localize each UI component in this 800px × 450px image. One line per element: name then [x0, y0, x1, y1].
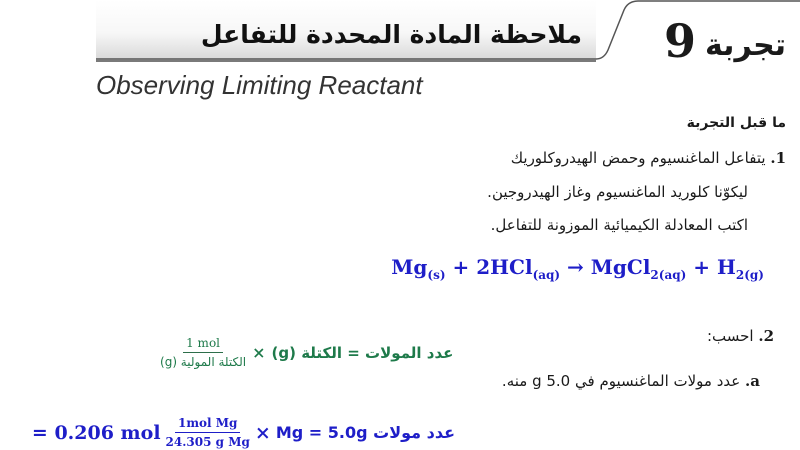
eq-h2: + H: [686, 255, 736, 279]
calc-numerator: 1mol Mg: [175, 416, 240, 433]
moles-calculation: [32, 416, 455, 449]
calc-result: = 0.206 mol: [31, 421, 161, 444]
eq-mgcl2-state: 2(aq): [650, 268, 687, 282]
eq-mg-state: (s): [427, 268, 446, 282]
calc-denominator: 24.305 g Mg: [165, 435, 250, 449]
question-2a: [502, 372, 760, 390]
question-1-text: يتفاعل الماغنسيوم وحمض الهيدروكلوريك: [510, 149, 766, 167]
calc-fraction: [166, 416, 250, 449]
eq-h2-state: 2(g): [735, 268, 764, 282]
question-1-line-3: اكتب المعادلة الكيميائية الموزونة للتفاعل.: [490, 216, 748, 234]
calc-lhs: عدد مولات Mg = 5.0g: [275, 423, 455, 442]
calc-times: ×: [254, 421, 271, 444]
fraction-denominator: الكتلة المولية (g): [160, 355, 247, 369]
question-2-number: 2.: [758, 327, 774, 345]
eq-mg: Mg: [391, 255, 428, 279]
fraction-numerator: 1 mol: [183, 336, 223, 353]
times-sign: ×: [252, 343, 266, 362]
experiment-number: 9: [663, 14, 696, 68]
moles-formula-lhs: عدد المولات = الكتلة (g): [271, 343, 454, 362]
question-2: [707, 327, 774, 345]
molar-mass-fraction: [160, 336, 246, 369]
pre-lab-heading: ما قبل التجربة: [686, 115, 786, 131]
question-1-line-2: ليكوّنا كلوريد الماغنسيوم وغاز الهيدروجين.: [487, 183, 748, 201]
eq-hcl: + 2HCl: [445, 255, 533, 279]
balanced-equation: [391, 255, 764, 282]
question-2-text: احسب:: [706, 327, 754, 345]
question-1-line-1: [511, 149, 786, 167]
title-english: Observing Limiting Reactant: [96, 70, 423, 100]
eq-hcl-state: (aq): [532, 268, 561, 282]
question-2a-text: عدد مولات الماغنسيوم في 5.0 g منه.: [501, 372, 741, 390]
title-arabic: ملاحظة المادة المحددة للتفاعل: [200, 20, 582, 49]
question-1-number: 1.: [770, 149, 786, 167]
moles-formula: [160, 336, 453, 369]
experiment-word: تجربة: [704, 28, 786, 63]
eq-arrow-mgcl2: → MgCl: [560, 255, 651, 279]
question-2a-letter: a.: [745, 372, 760, 390]
